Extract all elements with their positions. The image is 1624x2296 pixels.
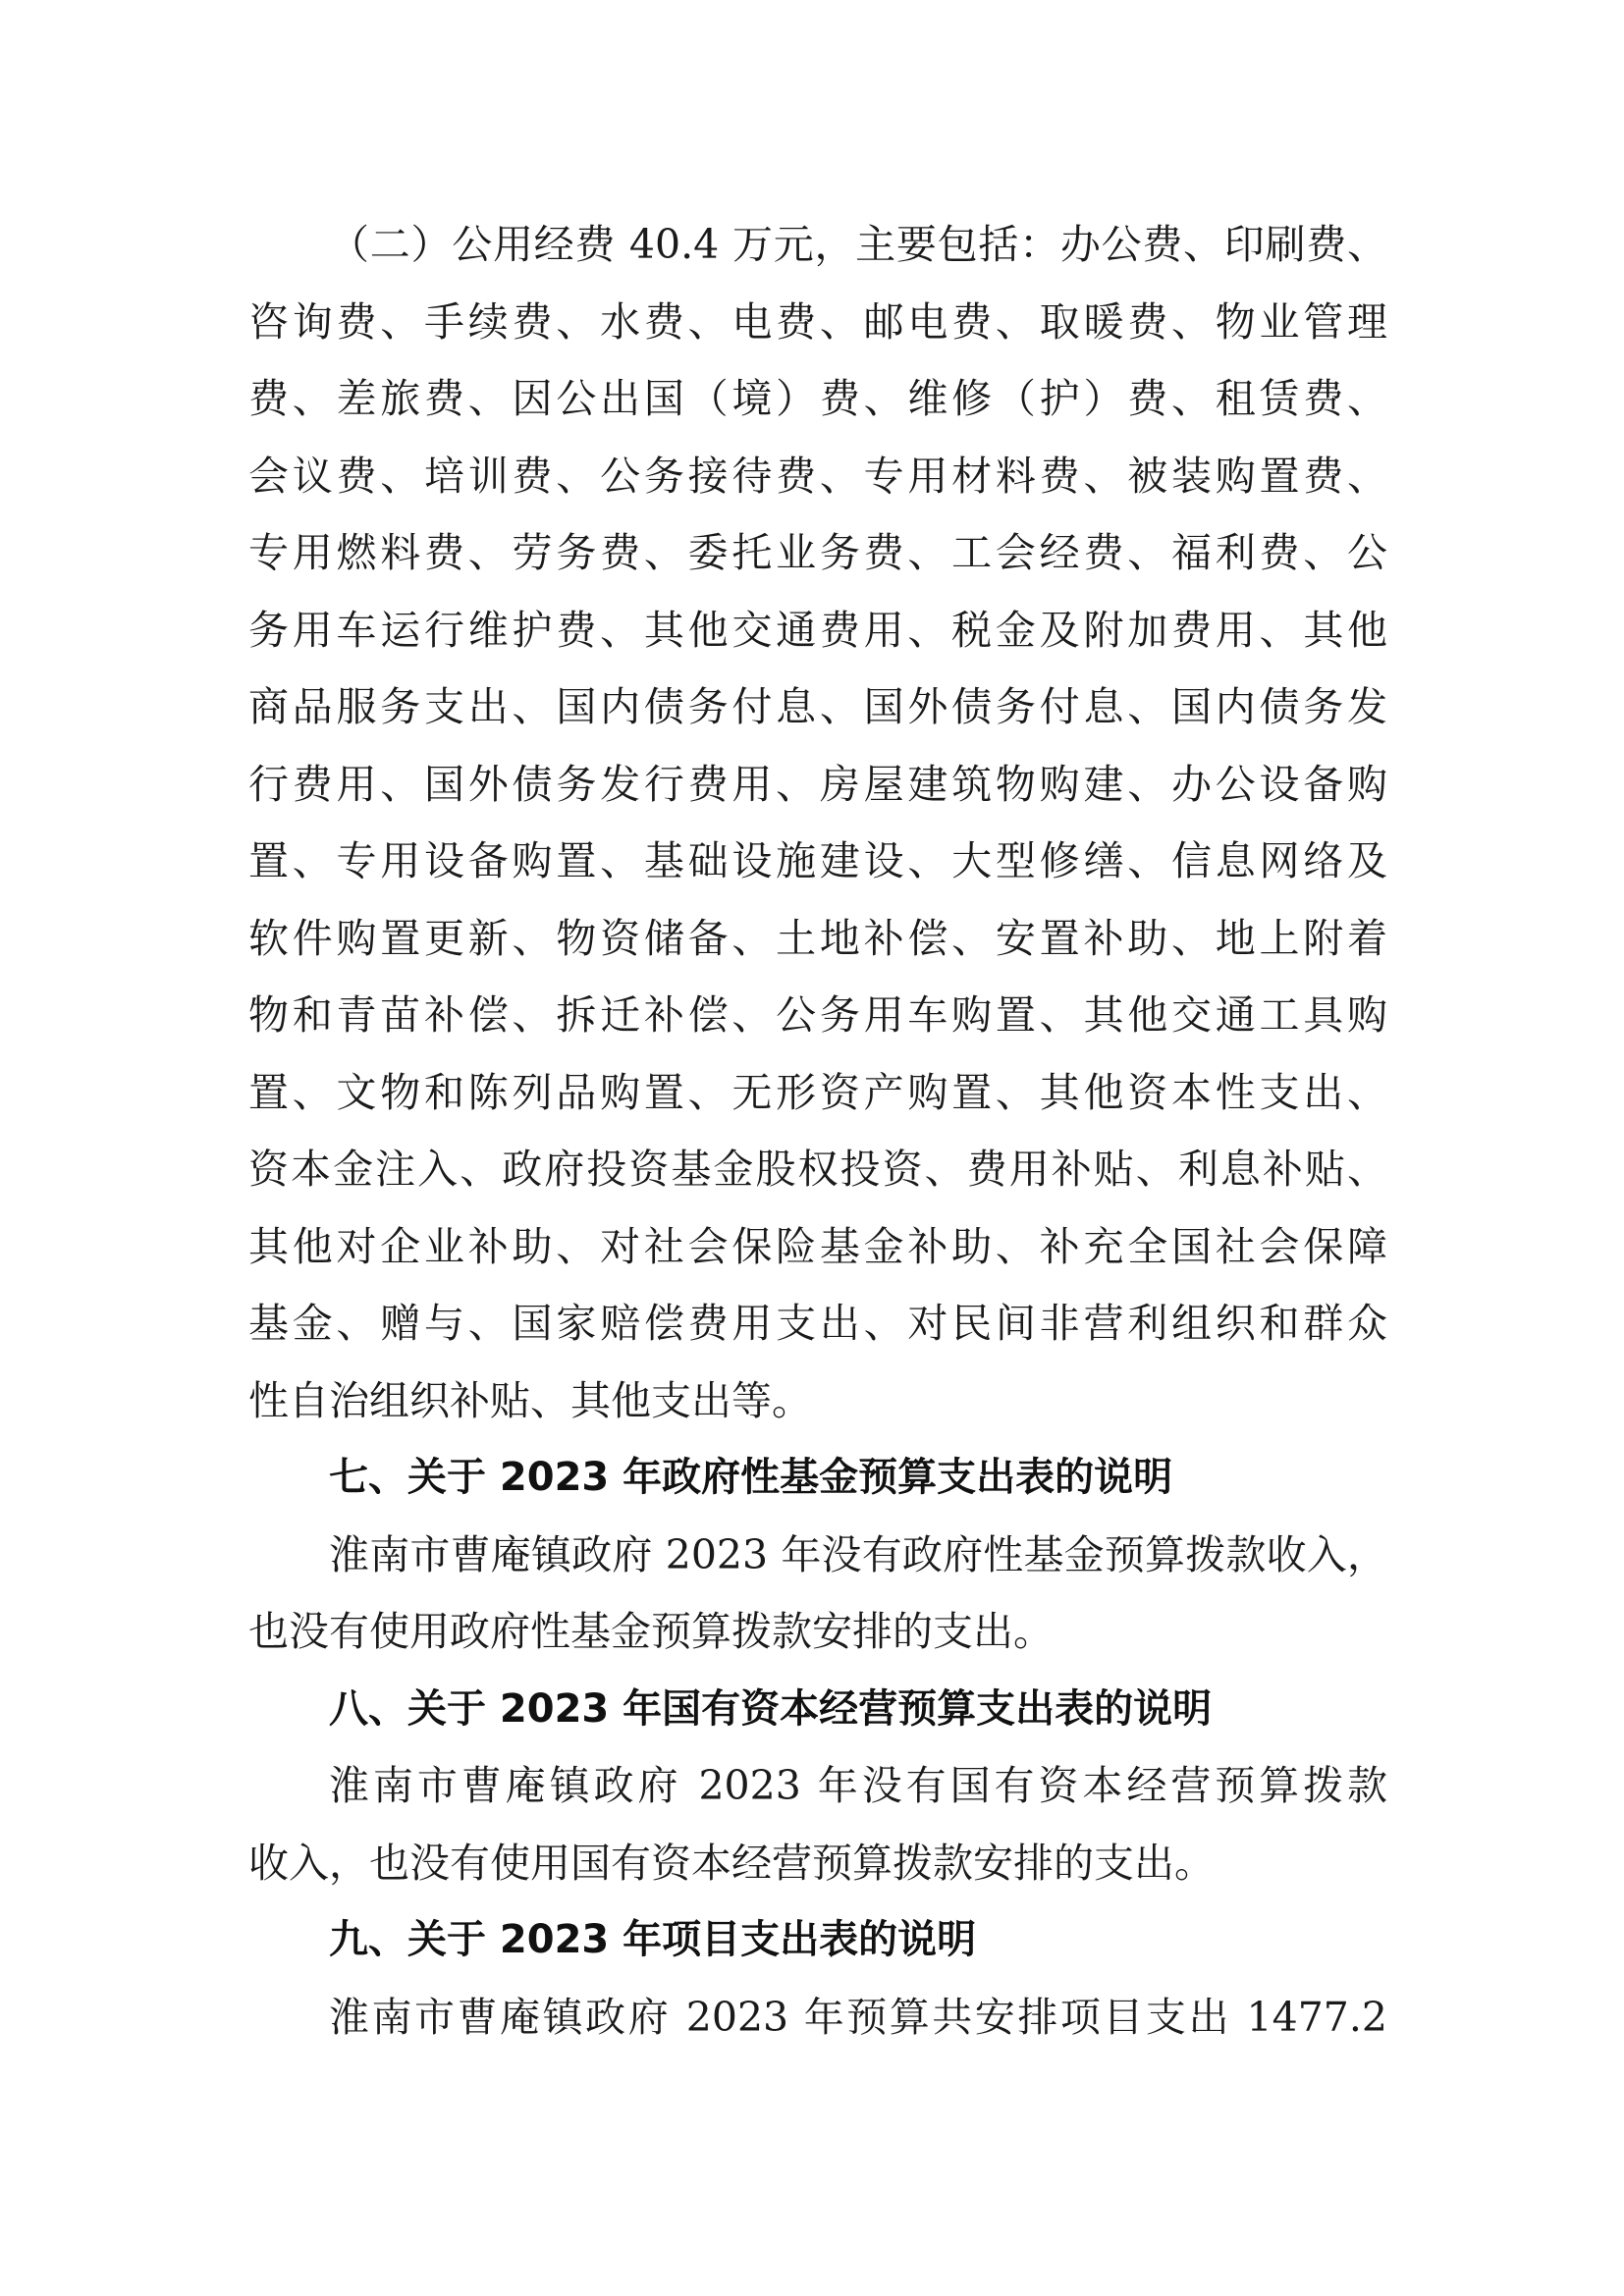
text-line: 会议费、培训费、公务接待费、专用材料费、被装购置费、 <box>248 452 1387 500</box>
text-line: 专用燃料费、劳务费、委托业务费、工会经费、福利费、公 <box>248 529 1387 576</box>
text-line: （二）公用经费 40.4 万元，主要包括：办公费、印刷费、 <box>329 221 1387 268</box>
paragraph-public-expenses <box>248 206 1387 1439</box>
text-line: 软件购置更新、物资储备、土地补偿、安置补助、地上附着 <box>248 914 1387 962</box>
text-line: 资本金注入、政府投资基金股权投资、费用补贴、利息补贴、 <box>248 1146 1387 1193</box>
text-line: 其他对企业补助、对社会保险基金补助、补充全国社会保障 <box>248 1222 1387 1270</box>
text-line: 置、文物和陈列品购置、无形资产购置、其他资本性支出、 <box>248 1068 1387 1116</box>
text-line: 淮南市曹庵镇政府 2023 年预算共安排项目支出 1477.2 <box>329 1993 1387 2041</box>
section-9-heading: 九、关于 2023 年项目支出表的说明 <box>329 1917 977 1962</box>
section-8-heading: 八、关于 2023 年国有资本经营预算支出表的说明 <box>329 1685 1213 1732</box>
text-line: 性自治组织补贴、其他支出等。 <box>248 1376 812 1424</box>
text-line: 咨询费、手续费、水费、电费、邮电费、取暖费、物业管理 <box>248 297 1387 346</box>
document-body <box>248 206 1387 2056</box>
text-line: 也没有使用政府性基金预算拨款安排的支出。 <box>248 1608 1054 1655</box>
text-line: 物和青苗补偿、拆迁补偿、公务用车购置、其他交通工具购 <box>248 991 1387 1039</box>
text-line: 淮南市曹庵镇政府 2023 年没有政府性基金预算拨款收入， <box>329 1530 1387 1578</box>
text-line: 费、差旅费、因公出国（境）费、维修（护）费、租赁费、 <box>248 375 1387 422</box>
text-line: 商品服务支出、国内债务付息、国外债务付息、国内债务发 <box>248 683 1387 730</box>
text-line: 淮南市曹庵镇政府 2023 年没有国有资本经营预算拨款 <box>329 1762 1387 1809</box>
section-7 <box>248 1439 1387 1671</box>
section-8 <box>248 1671 1387 1902</box>
text-line: 行费用、国外债务发行费用、房屋建筑物购建、办公设备购 <box>248 760 1387 808</box>
text-line: 务用车运行维护费、其他交通费用、税金及附加费用、其他 <box>248 606 1387 654</box>
section-7-heading: 七、关于 2023 年政府性基金预算支出表的说明 <box>329 1455 1173 1500</box>
text-line: 置、专用设备购置、基础设施建设、大型修缮、信息网络及 <box>248 837 1387 884</box>
section-9 <box>248 1901 1387 2056</box>
text-line: 基金、赠与、国家赔偿费用支出、对民间非营利组织和群众 <box>248 1300 1387 1347</box>
text-line: 收入，也没有使用国有资本经营预算拨款安排的支出。 <box>248 1839 1215 1887</box>
